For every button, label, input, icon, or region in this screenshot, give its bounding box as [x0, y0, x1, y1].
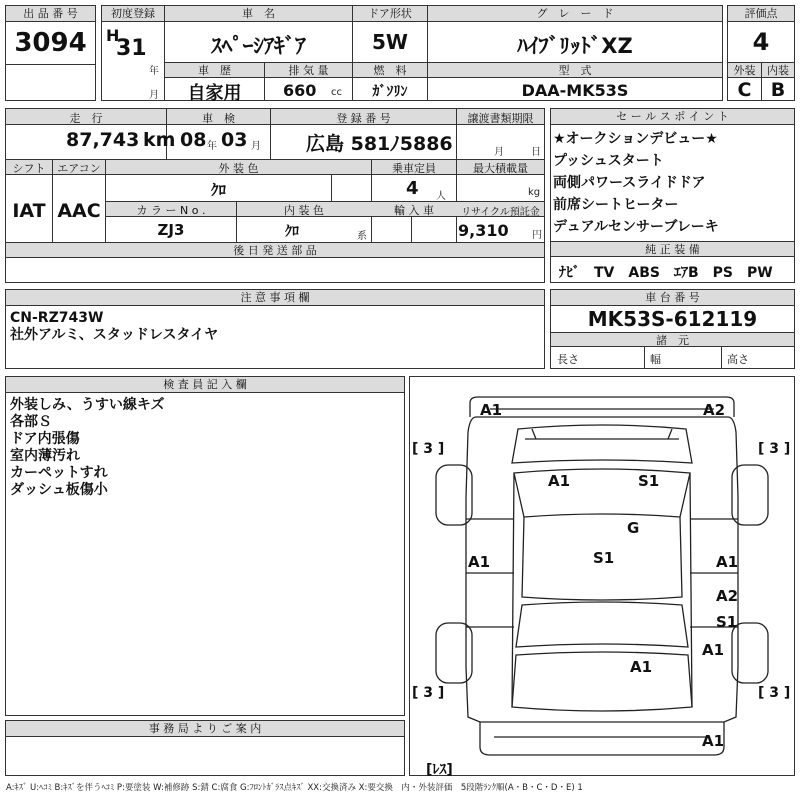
lot-label: 出 品 番 号 [6, 6, 95, 22]
first-reg-label: 初度登録 [102, 6, 164, 22]
mark-a1-right-quarter: A1 [702, 641, 725, 659]
car-outline [410, 377, 794, 775]
sales-point: プッシュスタート [553, 153, 664, 169]
displacement-unit: cc [331, 87, 342, 98]
mark-a1-hood: A1 [548, 472, 571, 490]
interior-color-unit: 系 [357, 231, 367, 242]
int-grade: B [770, 79, 786, 101]
inspector-line: カーペットすれ [10, 465, 108, 481]
displacement-box [264, 62, 353, 101]
transfer-month: 月 [494, 147, 504, 158]
spare-tire: [ﾚｽ] [426, 762, 453, 778]
car-name-box [164, 5, 353, 63]
displacement-label: 排 気 量 [265, 63, 352, 78]
inspection-year: 08 [180, 129, 207, 151]
inspection-label: 車 検 [202, 112, 235, 125]
tire-front-right: [ 3 ] [758, 441, 791, 457]
inspector-line: ドア内張傷 [10, 431, 80, 447]
year-unit: 年 [149, 66, 159, 77]
history-box [164, 62, 265, 104]
notes-box [5, 289, 545, 369]
door-type: 5W [372, 30, 408, 54]
door-label: ドア形状 [353, 6, 427, 22]
mileage-unit: km [143, 129, 176, 151]
tire-rear-left: [ 3 ] [412, 685, 445, 701]
sales-points-list [553, 131, 719, 236]
score: 4 [752, 28, 770, 56]
mark-a1-right-door: A1 [716, 553, 739, 571]
inspection-year-unit: 年 [207, 141, 217, 152]
transfer-label: 譲渡書類期限 [467, 112, 534, 125]
fuel-box [352, 62, 428, 101]
inspector-box [5, 376, 405, 716]
capacity-label: 乗車定員 [392, 162, 436, 175]
equipment: ﾅﾋﾞ TV ABS ｴｱB PS PW [559, 265, 773, 281]
history: 自家用 [187, 83, 242, 104]
inspector-line: 室内薄汚れ [10, 448, 80, 464]
sales-point: デュアルセンサーブレーキ [553, 219, 719, 235]
inspector-line: 外装しみ、うすい線キズ [10, 397, 165, 413]
lot-box [5, 5, 96, 101]
displacement: 660 [283, 81, 317, 100]
chassis-number: MK53S-612119 [587, 307, 758, 331]
ext-grade: C [737, 79, 752, 101]
mark-a1-rear-bumper: A1 [702, 732, 725, 750]
sales-point: 前席シートヒーター [553, 197, 679, 213]
spec-label: 諸 元 [551, 332, 794, 347]
grade-label: グ レ ー ド [428, 6, 722, 22]
interior-color-label: 内 装 色 [284, 204, 324, 217]
mileage: 87,743 [66, 129, 140, 151]
office-box [5, 720, 405, 776]
notes-line: 社外アルミ、スタッドレスタイヤ [10, 327, 219, 343]
ac: AAC [57, 200, 101, 222]
inspection-month-unit: 月 [251, 141, 261, 152]
width-label: 幅 [650, 353, 661, 366]
lot-number: 3094 [14, 28, 87, 58]
exterior-grade-box [727, 62, 762, 101]
model: DAA-MK53S [521, 81, 629, 100]
recycle-label: リサイクル預託金 [461, 207, 540, 218]
reg-number: 広島 581ﾉ5886 [306, 133, 453, 155]
recycle-unit: 円 [532, 230, 542, 241]
notes-line: CN-RZ743W [10, 310, 104, 326]
sales-points-box [550, 108, 795, 283]
reg-year: 31 [116, 36, 147, 61]
grade: ﾊｲﾌﾞﾘｯﾄﾞXZ [517, 34, 633, 58]
later-parts-label: 後 日 発 送 部 品 [6, 243, 544, 258]
capacity: 4 [406, 178, 419, 199]
shift: IAT [12, 200, 46, 222]
inspector-line: ダッシュ板傷小 [10, 482, 108, 498]
mark-a2-front-right: A2 [703, 401, 726, 419]
legend: A:ｷｽﾞ U:ﾍｺﾐ B:ｷｽﾞを伴うﾍｺﾐ P:要塗装 W:補修跡 S:錆 C:腐食 G:ﾌﾛﾝﾄｶﾞﾗｽ点ｷｽﾞ XX:交換済み X:要交換 内・外装評価 5段階ﾗﾝｸ順(A・B・C・D・E) 1 [6, 783, 583, 793]
interior-grade-box [761, 62, 795, 101]
mark-s1-right-rear-door: S1 [716, 613, 738, 631]
shift-label: シフト [12, 162, 46, 175]
history-label: 車 歴 [165, 63, 264, 78]
model-label: 型 式 [428, 63, 722, 78]
equipment-label: 純 正 装 備 [551, 242, 794, 257]
color-no-label: カ ラ ー N o . [136, 204, 206, 217]
mark-a1-front-left: A1 [480, 401, 503, 419]
score-box [727, 5, 795, 63]
height-label: 高さ [727, 353, 749, 366]
int-label: 内装 [762, 63, 794, 78]
tire-front-left: [ 3 ] [412, 441, 445, 457]
inspector-label: 検 査 員 記 入 欄 [6, 377, 404, 393]
mark-a2-right-rear-door: A2 [716, 587, 739, 605]
tire-rear-right: [ 3 ] [758, 685, 791, 701]
color-number: ZJ3 [157, 221, 185, 239]
model-box [427, 62, 723, 101]
chassis-box [550, 289, 795, 369]
mark-s1-hood: S1 [638, 472, 660, 490]
mark-a1-left-door: A1 [468, 553, 491, 571]
office-label: 事 務 局 よ り ご 案 内 [6, 721, 404, 737]
reg-number-label: 登 録 番 号 [336, 112, 391, 125]
ext-label: 外装 [728, 63, 761, 78]
exterior-color: ｸﾛ [210, 181, 226, 199]
door-box [352, 5, 428, 63]
max-load-unit: kg [528, 187, 541, 198]
inspection-month: 03 [221, 129, 248, 151]
chassis-label: 車 台 番 号 [551, 290, 794, 306]
interior-color: ｸﾛ [285, 224, 299, 240]
car-name-label: 車 名 [165, 6, 352, 22]
sales-point: 両側パワースライドドア [553, 175, 706, 191]
grade-box [427, 5, 723, 63]
ac-label: エアコン [57, 162, 101, 175]
fuel: ｶﾞｿﾘﾝ [372, 84, 408, 100]
mark-g-windshield: G [627, 519, 640, 537]
mileage-label: 走 行 [69, 112, 103, 125]
vehicle-info-block [5, 108, 545, 283]
recycle-fee: 9,310 [458, 221, 509, 240]
max-load-label: 最大積載量 [473, 162, 528, 175]
car-name: ｽﾍﾟｰｼｱｷﾞｱ [211, 34, 306, 58]
score-label: 評価点 [728, 6, 794, 22]
month-unit: 月 [149, 90, 159, 101]
car-diagram [409, 376, 795, 776]
mark-a1-trunk: A1 [630, 658, 653, 676]
first-registration-box [101, 5, 165, 101]
capacity-unit: 人 [436, 191, 446, 202]
inspector-line: 各部Ｓ [10, 414, 52, 430]
exterior-color-label: 外 装 色 [218, 162, 259, 175]
fuel-label: 燃 料 [353, 63, 427, 78]
notes-label: 注 意 事 項 欄 [6, 290, 544, 306]
sales-points-label: セ ー ル ス ポ イ ン ト [551, 109, 794, 125]
transfer-day: 日 [531, 147, 541, 158]
import-label: 輸 入 車 [394, 204, 434, 217]
length-label: 長さ [557, 353, 579, 366]
sales-point: ★オークションデビュー★ [553, 131, 718, 147]
mark-s1-roof: S1 [593, 549, 615, 567]
era-letter: H [106, 26, 120, 45]
